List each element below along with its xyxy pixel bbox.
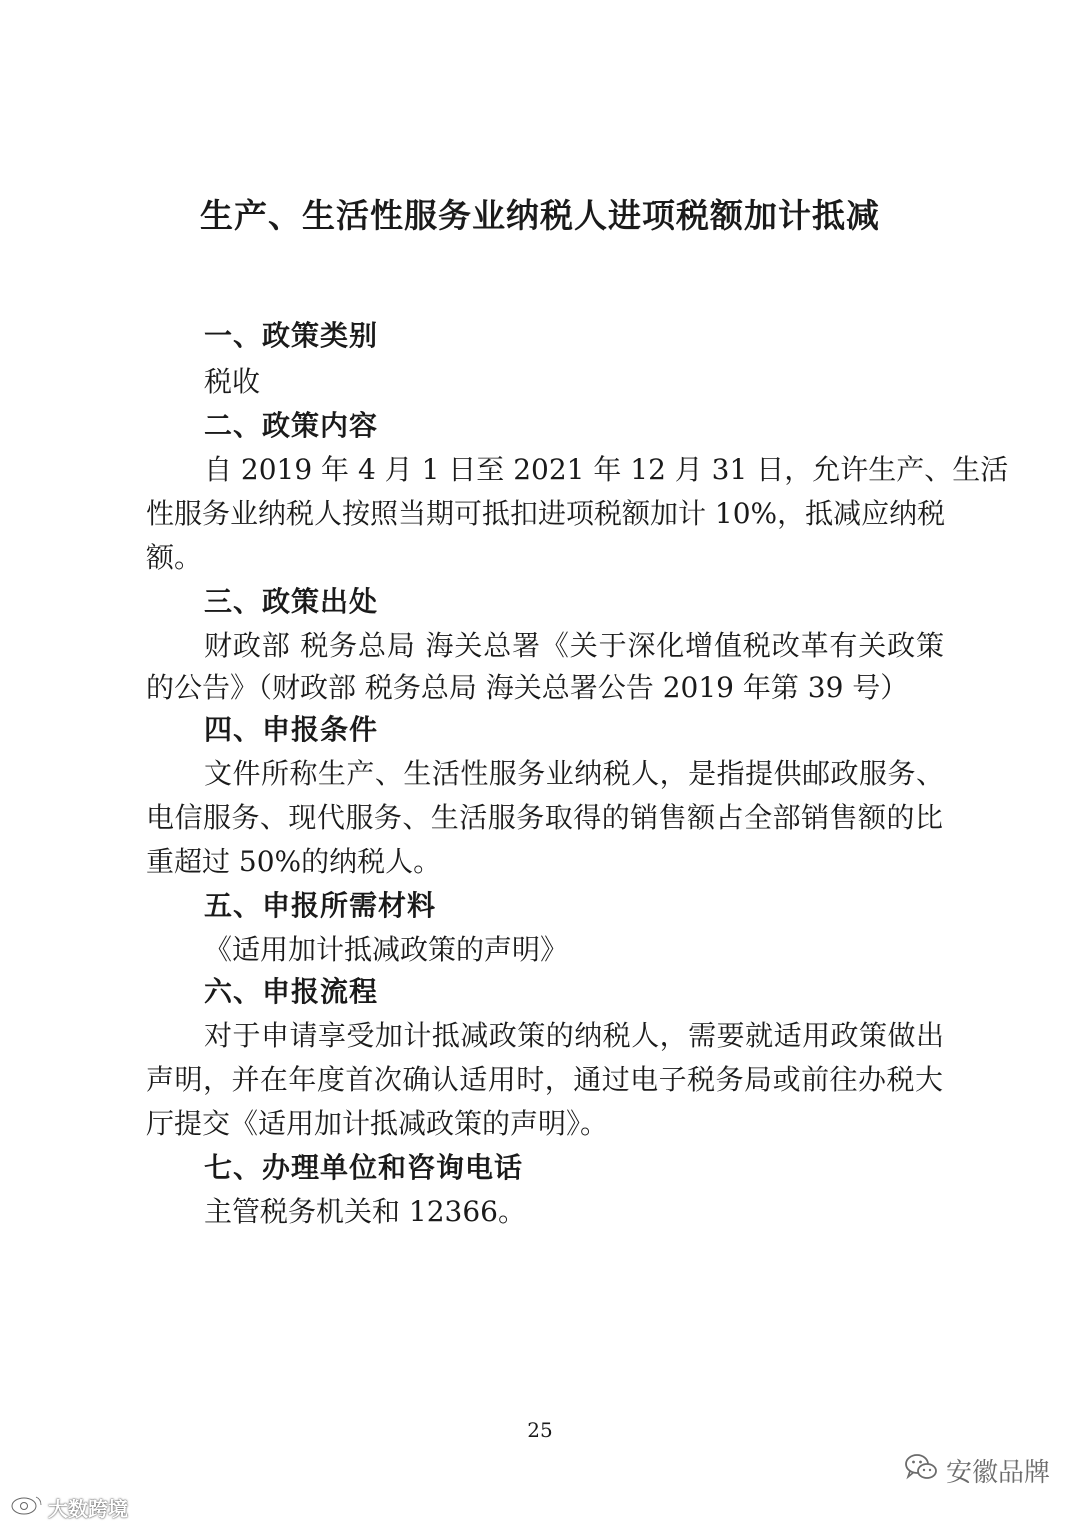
document-title: 生产、生活性服务业纳税人进项税额加计抵减 (200, 196, 880, 235)
page-number: 25 (527, 1418, 553, 1442)
section-heading-materials: 五、申报所需材料 (204, 889, 437, 922)
watermark-right (904, 1452, 1050, 1489)
section-body-line: 性服务业纳税人按照当期可抵扣进项税额加计 10%，抵减应纳税 (146, 497, 946, 530)
section-body-line: 税收 (204, 365, 261, 398)
section-heading-source: 三、政策出处 (204, 585, 379, 618)
section-body-line: 的公告》（财政部 税务总局 海关总署公告 2019 年第 39 号） (146, 671, 909, 704)
section-body-line: 厅提交《适用加计抵减政策的声明》。 (146, 1107, 609, 1140)
watermark-right-text: 安徽品牌 (945, 1458, 1050, 1488)
section-body-line: 财政部 税务总局 海关总署《关于深化增值税改革有关政策 (204, 629, 944, 662)
section-heading-contact: 七、办理单位和咨询电话 (204, 1151, 524, 1184)
section-body-line: 重超过 50%的纳税人。 (146, 845, 442, 878)
section-body-line: 声明，并在年度首次确认适用时，通过电子税务局或前往办税大 (146, 1063, 943, 1096)
section-body-line: 《适用加计抵减政策的声明》 (204, 933, 569, 966)
section-body-line: 对于申请享受加计抵减政策的纳税人，需要就适用政策做出 (204, 1019, 944, 1052)
section-body-line: 自 2019 年 4 月 1 日至 2021 年 12 月 31 日，允许生产、生活 (204, 453, 1009, 486)
section-body-line: 额。 (146, 541, 203, 574)
section-heading-content: 二、政策内容 (204, 409, 379, 442)
section-body-line: 电信服务、现代服务、生活服务取得的销售额占全部销售额的比 (146, 801, 943, 834)
section-body-line: 文件所称生产、生活性服务业纳税人，是指提供邮政服务、 (204, 757, 944, 790)
watermark-left (10, 1493, 128, 1522)
section-heading-process: 六、申报流程 (204, 975, 379, 1008)
watermark-left-text: 大数跨境 (48, 1497, 128, 1521)
wechat-icon (904, 1452, 938, 1489)
section-body-line: 主管税务机关和 12366。 (204, 1195, 526, 1228)
section-heading-category: 一、政策类别 (204, 319, 379, 352)
section-heading-conditions: 四、申报条件 (204, 713, 379, 746)
weibo-eye-icon (10, 1494, 44, 1521)
